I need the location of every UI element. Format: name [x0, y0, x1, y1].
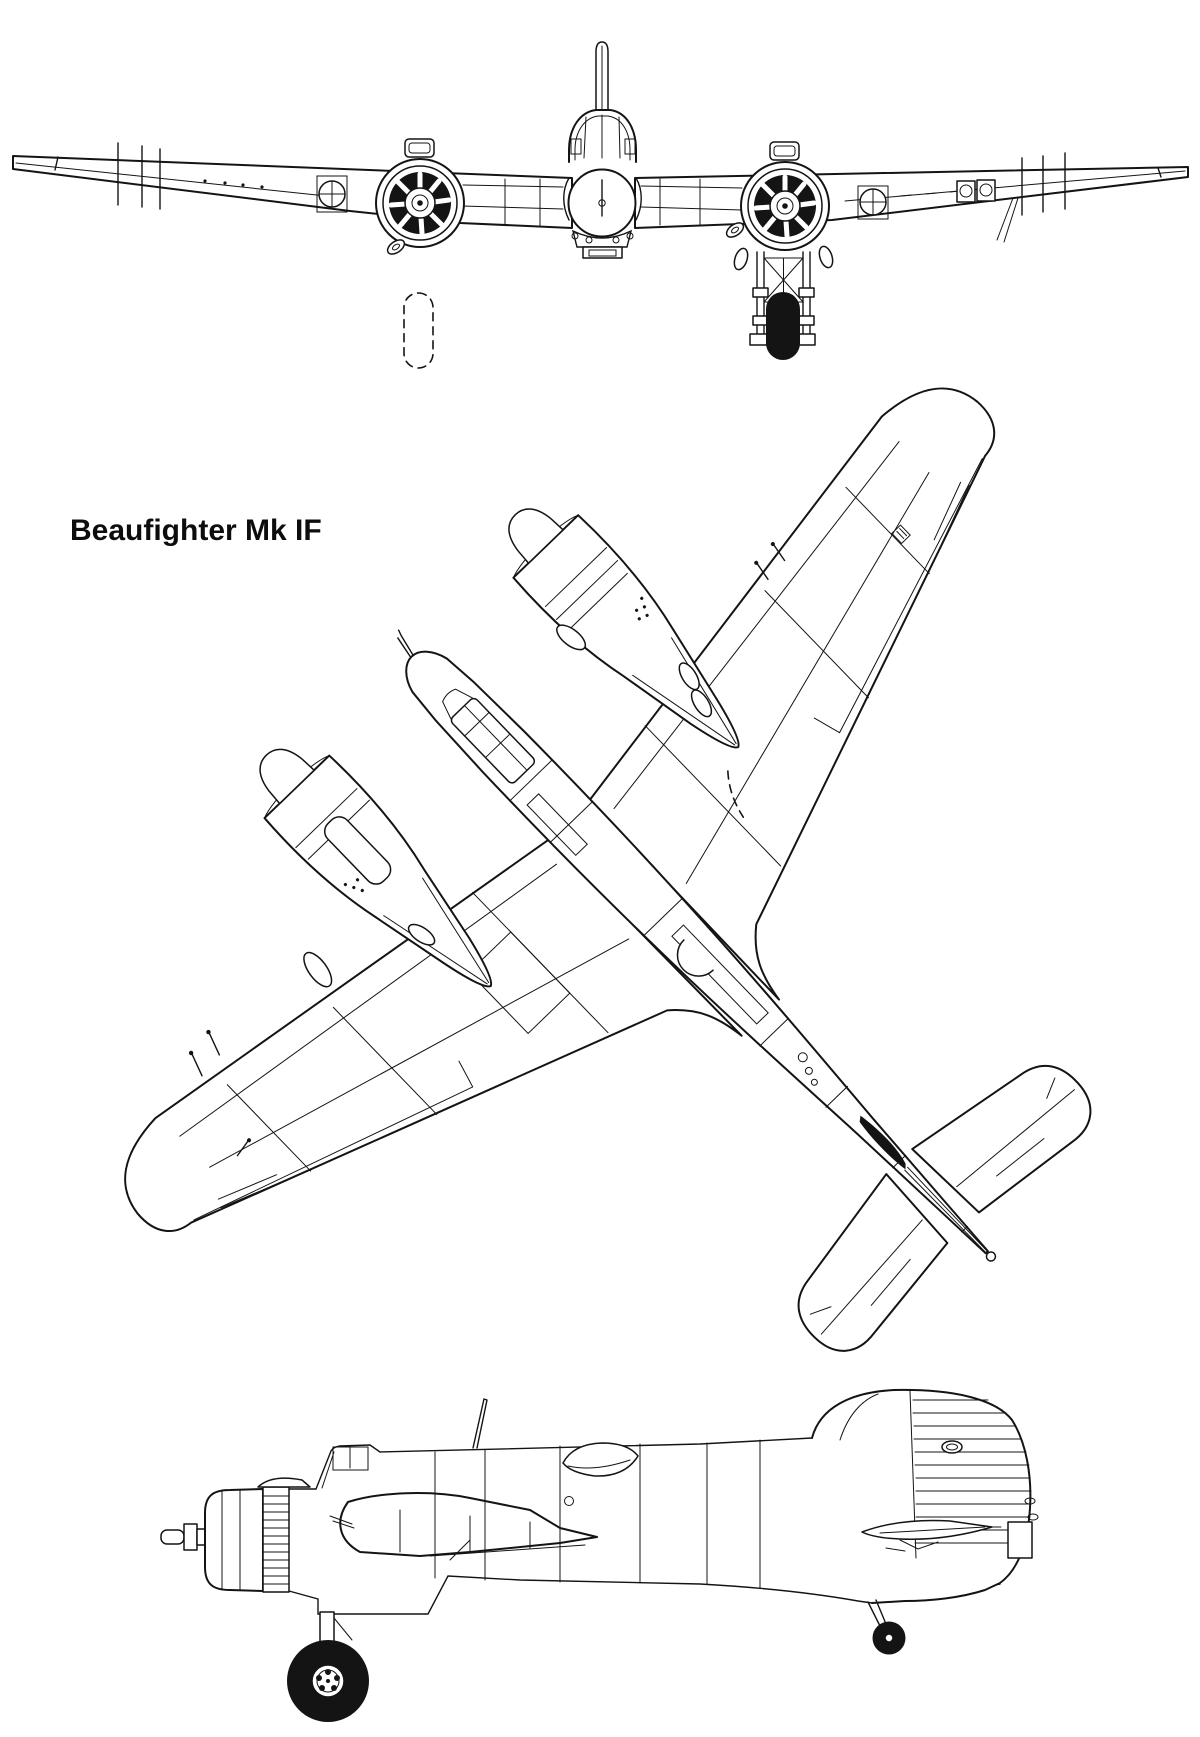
side-engine-nacelle	[161, 1478, 310, 1592]
side-main-gear	[287, 1612, 369, 1722]
front-fuselage	[564, 110, 642, 258]
main-wheel-front	[766, 292, 800, 360]
side-tail-wheel	[868, 1600, 906, 1655]
front-landing-gear	[732, 245, 835, 360]
front-engine-port	[376, 139, 464, 257]
side-fin	[812, 1390, 1038, 1603]
front-view	[13, 42, 1188, 368]
side-view	[161, 1390, 1038, 1722]
wheel-ghost-outline	[404, 293, 433, 368]
front-tail-fin	[596, 42, 608, 112]
side-wing	[330, 1493, 597, 1560]
drawing-title: Beaufighter Mk IF	[70, 514, 322, 547]
